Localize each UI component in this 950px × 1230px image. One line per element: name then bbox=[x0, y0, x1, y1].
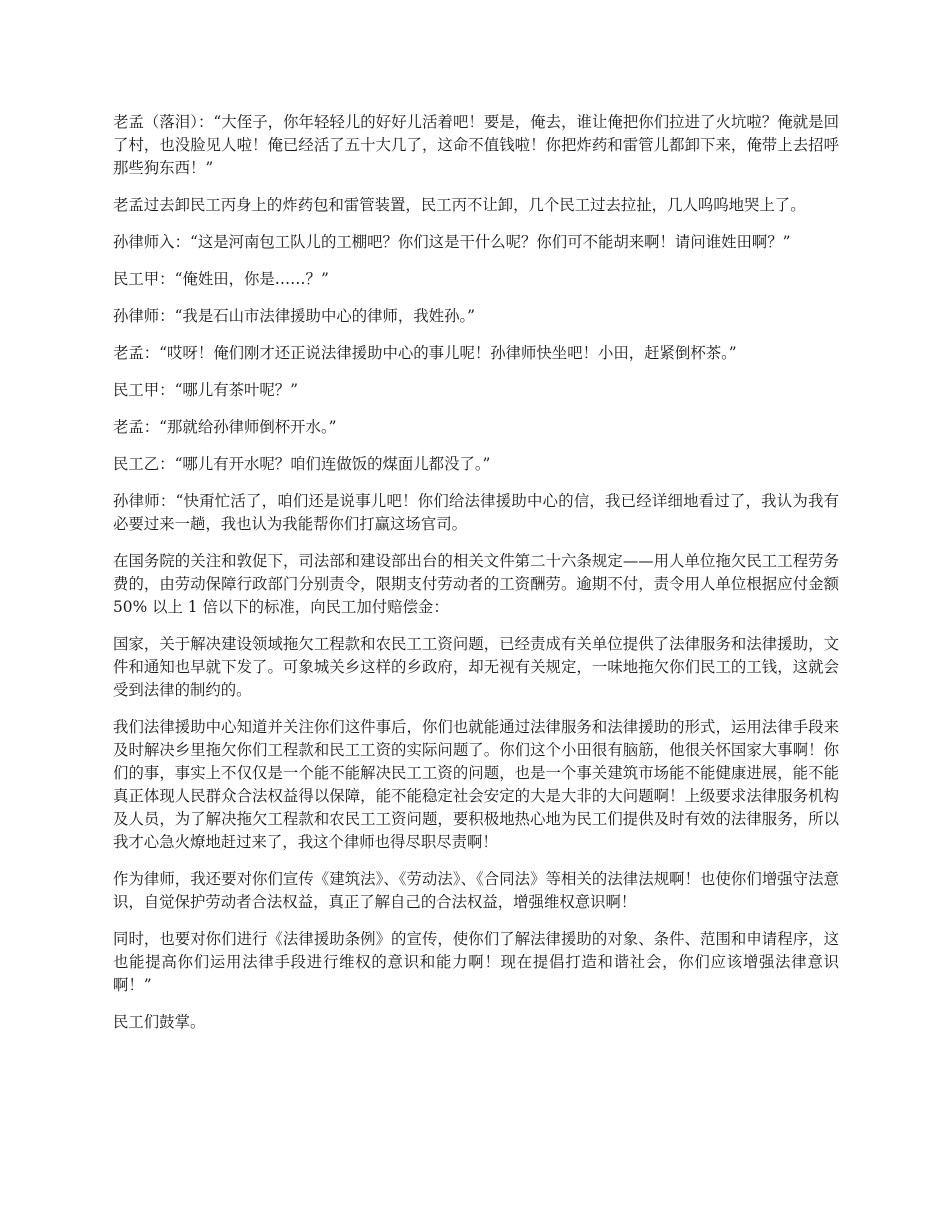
paragraph-4: 民工甲：“俺姓田，你是……？” bbox=[113, 270, 329, 288]
document-page bbox=[113, 111, 839, 1048]
paragraph-6: 老孟：“哎呀！俺们刚才还正说法律援助中心的事儿呢！孙律师快坐吧！小田，赶紧倒杯茶。” bbox=[113, 344, 737, 362]
paragraph-7: 民工甲：“哪儿有茶叶呢？” bbox=[113, 381, 299, 399]
paragraph-8: 老孟：“那就给孙律师倒杯开水。” bbox=[113, 418, 337, 436]
paragraph-16: 民工们鼓掌。 bbox=[113, 1013, 206, 1031]
paragraph-15: 同时，也要对你们进行《法律援助条例》的宣传，使你们了解法律援助的对象、条件、范围和申请程序，这也能提高你们运用法律手段进行维权的意识和能力啊！现在提倡打造和谐社会，你们应该增强法律意识啊！” bbox=[113, 930, 839, 994]
paragraph-13: 我们法律援助中心知道并关注你们这件事后，你们也就能通过法律服务和法律援助的形式，运用法律手段来及时解决乡里拖欠你们工程款和民工工资的实际问题了。你们这个小田很有脑筋，他很关怀国家大事啊！你们的事，事实上不仅仅是一个能不能解决民工工资的问题，也是一个事关建筑市场能不能健康进展，能不能真正体现人民群众合法权益得以保障，能不能稳定社会安定的大是大非的大问题啊！上级要求法律服务机构及人员，为了解决拖欠工程款和农民工工资问题，要积极地热心地为民工们提供及时有效的法律服务，所以我才心急火燎地赶过来了，我这个律师也得尽职尽责啊！ bbox=[113, 718, 839, 851]
paragraph-12: 国家，关于解决建设领域拖欠工程款和农民工工资问题，已经责成有关单位提供了法律服务和法律援助，文件和通知也早就下发了。可象城关乡这样的乡政府，却无视有关规定，一味地拖欠你们民工的工钱，这就会受到法律的制约的。 bbox=[113, 635, 839, 699]
paragraph-3: 孙律师入：“这是河南包工队儿的工棚吧？你们这是干什么呢？你们可不能胡来啊！请问谁姓田啊？” bbox=[113, 233, 791, 251]
paragraph-14: 作为律师，我还要对你们宣传《建筑法》、《劳动法》、《合同法》等相关的法律法规啊！也使你们增强守法意识，自觉保护劳动者合法权益，真正了解自己的合法权益，增强维权意识啊！ bbox=[113, 870, 839, 911]
paragraph-10: 孙律师：“快甭忙活了，咱们还是说事儿吧！你们给法律援助中心的信，我已经详细地看过了，我认为我有必要过来一趟，我也认为我能帮你们打赢这场官司。 bbox=[113, 492, 839, 533]
paragraph-5: 孙律师：“我是石山市法律援助中心的律师，我姓孙。” bbox=[113, 307, 476, 325]
paragraph-2: 老孟过去卸民工丙身上的炸药包和雷管装置，民工丙不让卸，几个民工过去拉扯，几人呜呜地哭上了。 bbox=[113, 196, 806, 214]
paragraph-9: 民工乙：“哪儿有开水呢？咱们连做饭的煤面儿都没了。” bbox=[113, 455, 491, 473]
paragraph-1: 老孟（落泪）：“大侄子，你年轻轻儿的好好儿活着吧！要是，俺去，谁让俺把你们拉进了火坑啦？俺就是回了村，也没脸见人啦！俺已经活了五十大几了，这命不值钱啦！你把炸药和雷管儿都卸下来，俺带上去招呼那些狗东西！” bbox=[113, 113, 839, 177]
paragraph-11: 在国务院的关注和敦促下，司法部和建设部出台的相关文件第二十六条规定——用人单位拖欠民工工程劳务费的，由劳动保障行政部门分别责令，限期支付劳动者的工资酬劳。逾期不付，责令用人单位根据应付金额 50% 以上 1 倍以下的标准，向民工加付赔偿金： bbox=[113, 552, 839, 616]
